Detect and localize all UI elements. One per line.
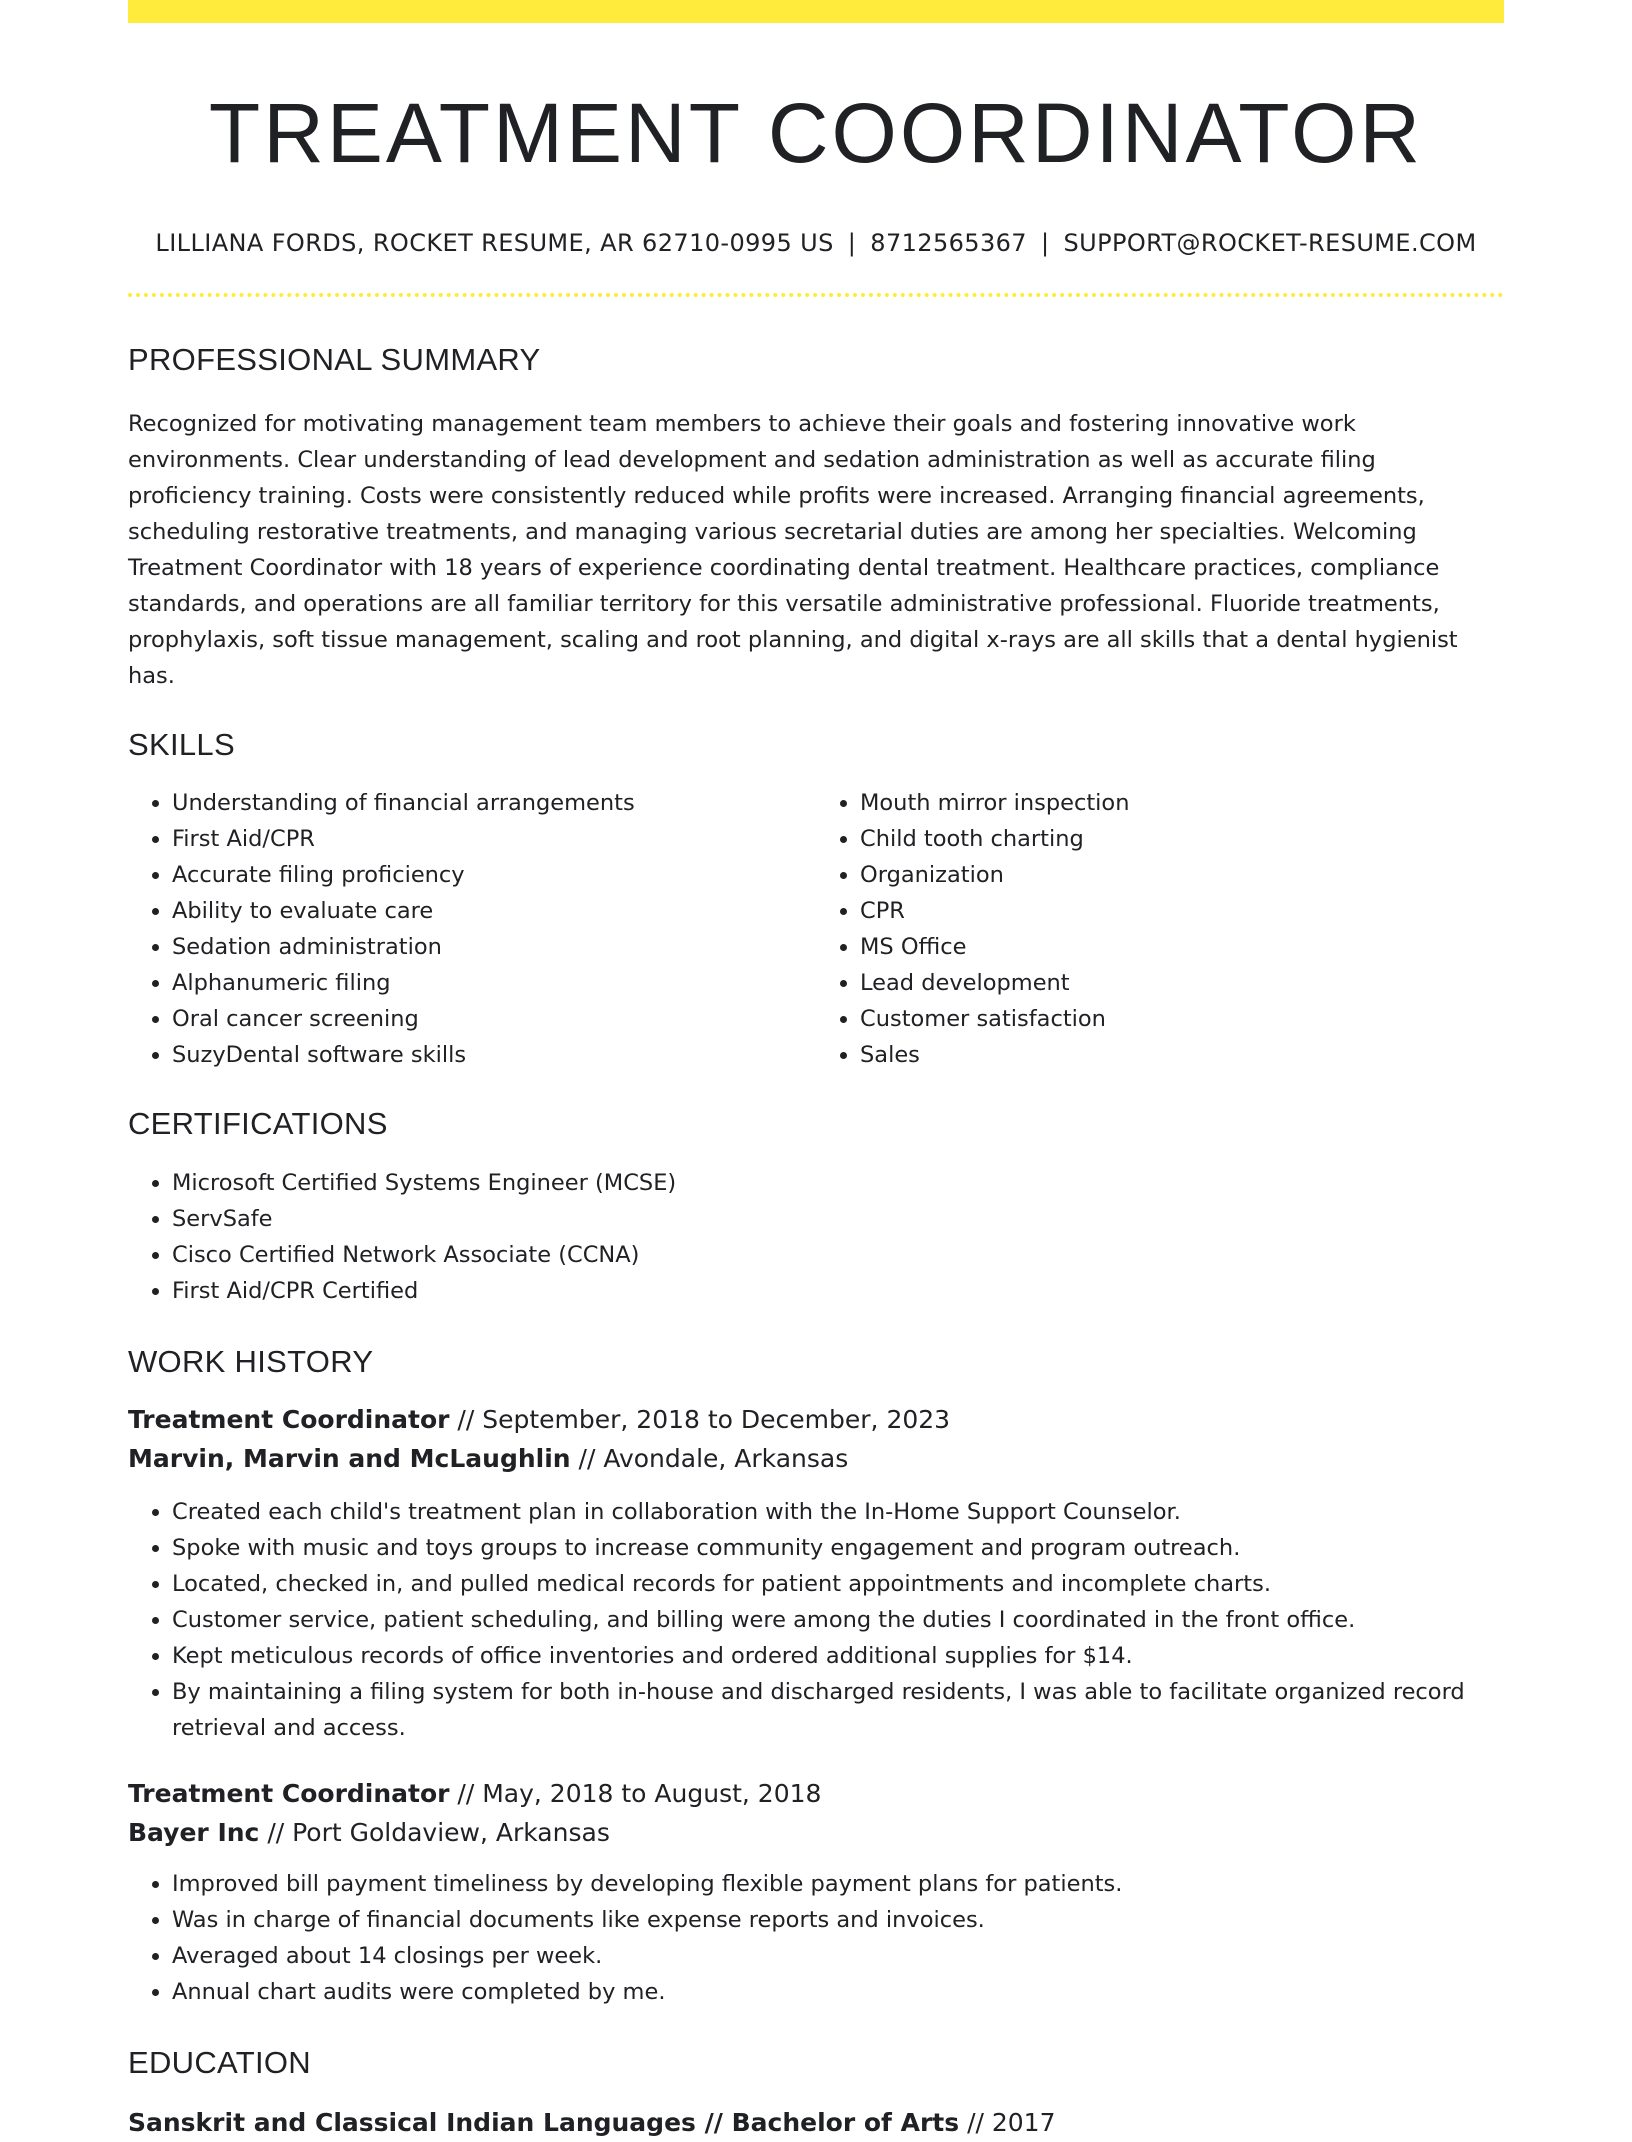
accent-bar <box>128 0 1504 23</box>
skill-item: • CPR <box>860 893 1504 929</box>
skill-item: • Lead development <box>860 965 1504 1001</box>
skill-item: • Alphanumeric filing <box>172 965 816 1001</box>
education-heading: EDUCATION <box>128 2044 311 2080</box>
skill-item: • MS Office <box>860 929 1504 965</box>
summary-text: Recognized for motivating management team members to achieve their goals and fostering innovative work environments. Clear understanding of lead development and sedation administration as well as accurate filing proficiency training. Costs were consistently reduced while profits were increased. Arranging financial agreements, scheduling restorative treatments, and managing various secretarial duties are among her specialties. Welcoming Treatment Coordinator with 18 years of experience coordinating dental treatment. Healthcare practices, compliance standards, and operations are all familiar territory for this versatile administrative professional. Fluoride treatments, prophylaxis, soft tissue management, scaling and root planning, and digital x-rays are all skills that a dental hygienist has. <box>128 411 1458 690</box>
contact-line <box>128 228 1504 259</box>
skill-item: • SuzyDental software skills <box>172 1037 816 1073</box>
skill-item: • Mouth mirror inspection <box>860 785 1504 821</box>
job-bullet: • Was in charge of financial documents like expense reports and invoices. <box>172 1902 1504 1938</box>
contact-phone: 8712565367 <box>870 228 1027 257</box>
job-bullet: • Customer service, patient scheduling, and billing were among the duties I coordinated in the front office. <box>172 1602 1504 1638</box>
education-entry <box>128 2103 1504 2142</box>
job-entry <box>128 1774 1504 2010</box>
certification-item: • Microsoft Certified Systems Engineer (MCSE) <box>172 1165 1504 1201</box>
certifications-list <box>128 1165 1504 1309</box>
skill-item: • Sedation administration <box>172 929 816 965</box>
job-bullet: • Kept meticulous records of office inventories and ordered additional supplies for $14. <box>172 1638 1504 1674</box>
job-bullet: • Averaged about 14 closings per week. <box>172 1938 1504 1974</box>
job-bullets <box>128 1494 1504 1746</box>
skills-list <box>128 785 1504 1073</box>
skill-item: • Accurate filing proficiency <box>172 857 816 893</box>
skills-heading: SKILLS <box>128 727 235 763</box>
job-company: Bayer Inc <box>128 1817 260 1847</box>
job-title-line <box>128 1400 1504 1439</box>
job-bullets <box>128 1866 1504 2010</box>
certification-item: • First Aid/CPR Certified <box>172 1273 1504 1309</box>
contact-email: SUPPORT@ROCKET-RESUME.COM <box>1063 228 1477 257</box>
resume-title: TREATMENT COORDINATOR <box>208 86 1424 180</box>
job-dates: // May, 2018 to August, 2018 <box>449 1778 822 1808</box>
job-entry <box>128 1400 1504 1746</box>
dotted-divider <box>128 293 1504 297</box>
job-bullet: • Spoke with music and toys groups to increase community engagement and program outreach. <box>172 1530 1504 1566</box>
skill-item: • Sales <box>860 1037 1504 1073</box>
job-location: // Port Goldaview, Arkansas <box>259 1817 610 1847</box>
job-bullet: • Located, checked in, and pulled medical records for patient appointments and incomplete charts. <box>172 1566 1504 1602</box>
job-company-line <box>128 1439 1504 1478</box>
job-title-line <box>128 1774 1504 1813</box>
skill-item: • Child tooth charting <box>860 821 1504 857</box>
job-bullet: • By maintaining a filing system for both in-house and discharged residents, I was able to facilitate organized record retrieval and access. <box>172 1674 1504 1746</box>
job-company-line <box>128 1813 1504 1852</box>
skill-item: • First Aid/CPR <box>172 821 816 857</box>
skill-item: • Oral cancer screening <box>172 1001 816 1037</box>
certifications-heading: CERTIFICATIONS <box>128 1106 388 1142</box>
job-bullet: • Improved bill payment timeliness by developing flexible payment plans for patients. <box>172 1866 1504 1902</box>
education-year: // 2017 <box>959 2107 1056 2137</box>
job-title: Treatment Coordinator <box>128 1778 450 1808</box>
skill-item: • Customer satisfaction <box>860 1001 1504 1037</box>
job-title: Treatment Coordinator <box>128 1404 450 1434</box>
skill-item: • Organization <box>860 857 1504 893</box>
job-bullet: • Annual chart audits were completed by me. <box>172 1974 1504 2010</box>
skills-column-right <box>816 785 1504 1073</box>
contact-separator: | <box>847 228 857 257</box>
work-history-heading: WORK HISTORY <box>128 1343 374 1379</box>
job-company: Marvin, Marvin and McLaughlin <box>128 1443 571 1473</box>
contact-address: LILLIANA FORDS, ROCKET RESUME, AR 62710-0995 US <box>155 228 834 257</box>
education-degree: Sanskrit and Classical Indian Languages // Bachelor of Arts <box>128 2107 960 2137</box>
skills-column-left <box>128 785 816 1073</box>
contact-separator: | <box>1040 228 1050 257</box>
skill-item: • Ability to evaluate care <box>172 893 816 929</box>
job-dates: // September, 2018 to December, 2023 <box>449 1404 951 1434</box>
certification-item: • Cisco Certified Network Associate (CCNA) <box>172 1237 1504 1273</box>
resume-page <box>128 0 1504 2142</box>
skill-item: • Understanding of financial arrangements <box>172 785 816 821</box>
job-location: // Avondale, Arkansas <box>570 1443 849 1473</box>
summary-heading: PROFESSIONAL SUMMARY <box>128 341 541 377</box>
job-bullet: • Created each child's treatment plan in collaboration with the In-Home Support Counselor. <box>172 1494 1504 1530</box>
certification-item: • ServSafe <box>172 1201 1504 1237</box>
